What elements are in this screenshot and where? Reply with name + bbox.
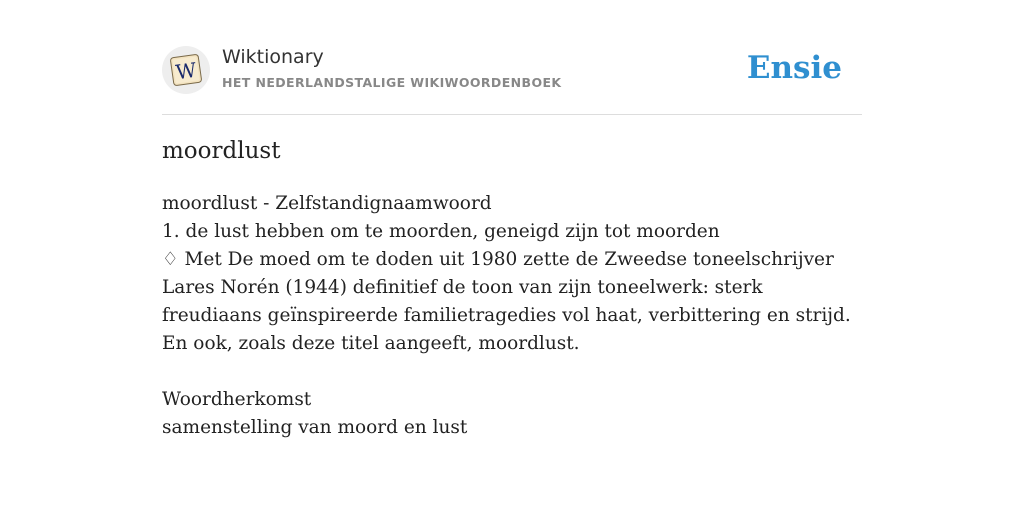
- wiktionary-logo-icon[interactable]: [162, 46, 210, 94]
- page-title: moordlust: [162, 138, 281, 164]
- site-header: [162, 42, 862, 115]
- part-of-speech-line: moordlust - Zelfstandignaamwoord: [162, 193, 492, 214]
- spacer: [162, 358, 862, 386]
- etymology-heading: Woordherkomst: [162, 389, 312, 410]
- definition: 1. de lust hebben om te moorden, geneigd zijn tot moorden: [162, 221, 720, 242]
- entry-content: [162, 190, 862, 442]
- example-sentence: ♢ Met De moed om te doden uit 1980 zette de Zweedse toneelschrijver Lares Norén (1944) definitief de toon van zijn toneelwerk: sterk freudiaans geïnspireerde familietragedies vol haat, verbittering en strijd. En ook, zoals deze titel aangeeft, moordlust.: [162, 249, 851, 354]
- logo-letter: W: [174, 57, 198, 85]
- site-name[interactable]: Wiktionary: [222, 46, 324, 68]
- site-tagline: HET NEDERLANDSTALIGE WIKIWOORDENBOEK: [222, 75, 562, 90]
- ensie-logo[interactable]: Ensie: [746, 50, 842, 86]
- etymology-text: samenstelling van moord en lust: [162, 417, 468, 438]
